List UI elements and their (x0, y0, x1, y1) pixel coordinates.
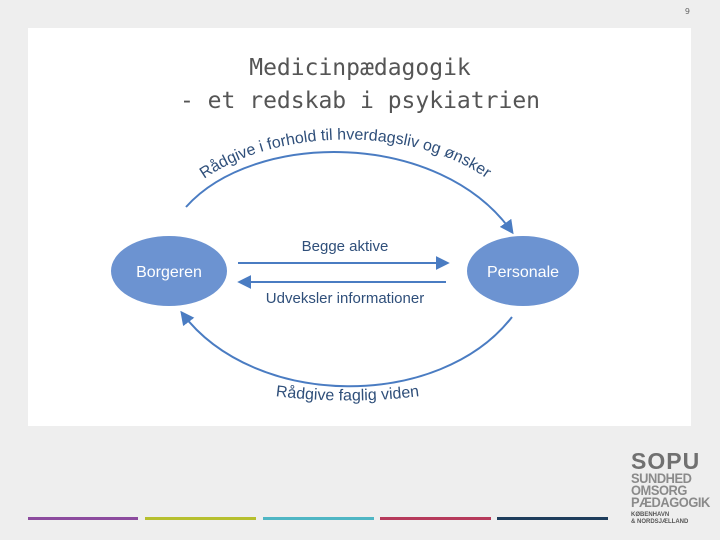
sopu-logo (631, 448, 710, 526)
footer-color-bars (28, 517, 608, 520)
top-arc-label: Rådgive i forhold til hverdagsliv og ønsker (196, 126, 494, 183)
logo-line-nordsjaelland: & NORDSJÆLLAND (631, 519, 689, 525)
logo-line-omsorg: OMSORG (631, 482, 687, 498)
title-line-1: Medicinpædagogik (249, 55, 471, 81)
logo-line-sopu: SOPU (631, 448, 701, 474)
footer-bar-3 (263, 517, 374, 520)
title-line-2: - et redskab i psykiatrien (179, 88, 541, 114)
bottom-arc-arrow (182, 313, 512, 386)
borgeren-label: Borgeren (136, 264, 202, 281)
logo-line-sundhed: SUNDHED (631, 470, 692, 486)
bottom-arc-label: Rådgive faglig viden (275, 383, 420, 405)
footer-bar-1 (28, 517, 138, 520)
logo-line-paedagogik: PÆDAGOGIK (631, 494, 710, 510)
footer-bar-2 (145, 517, 256, 520)
logo-line-kobenhavn: KØBENHAVN (631, 512, 670, 518)
begge-aktive-label: Begge aktive (301, 238, 389, 255)
page-number: 9 (684, 7, 690, 16)
footer-bar-4 (380, 517, 491, 520)
udveksler-label: Udveksler informationer (265, 290, 425, 307)
personale-label: Personale (486, 264, 560, 281)
footer-bar-5 (497, 517, 608, 520)
top-arc-text (197, 126, 495, 182)
